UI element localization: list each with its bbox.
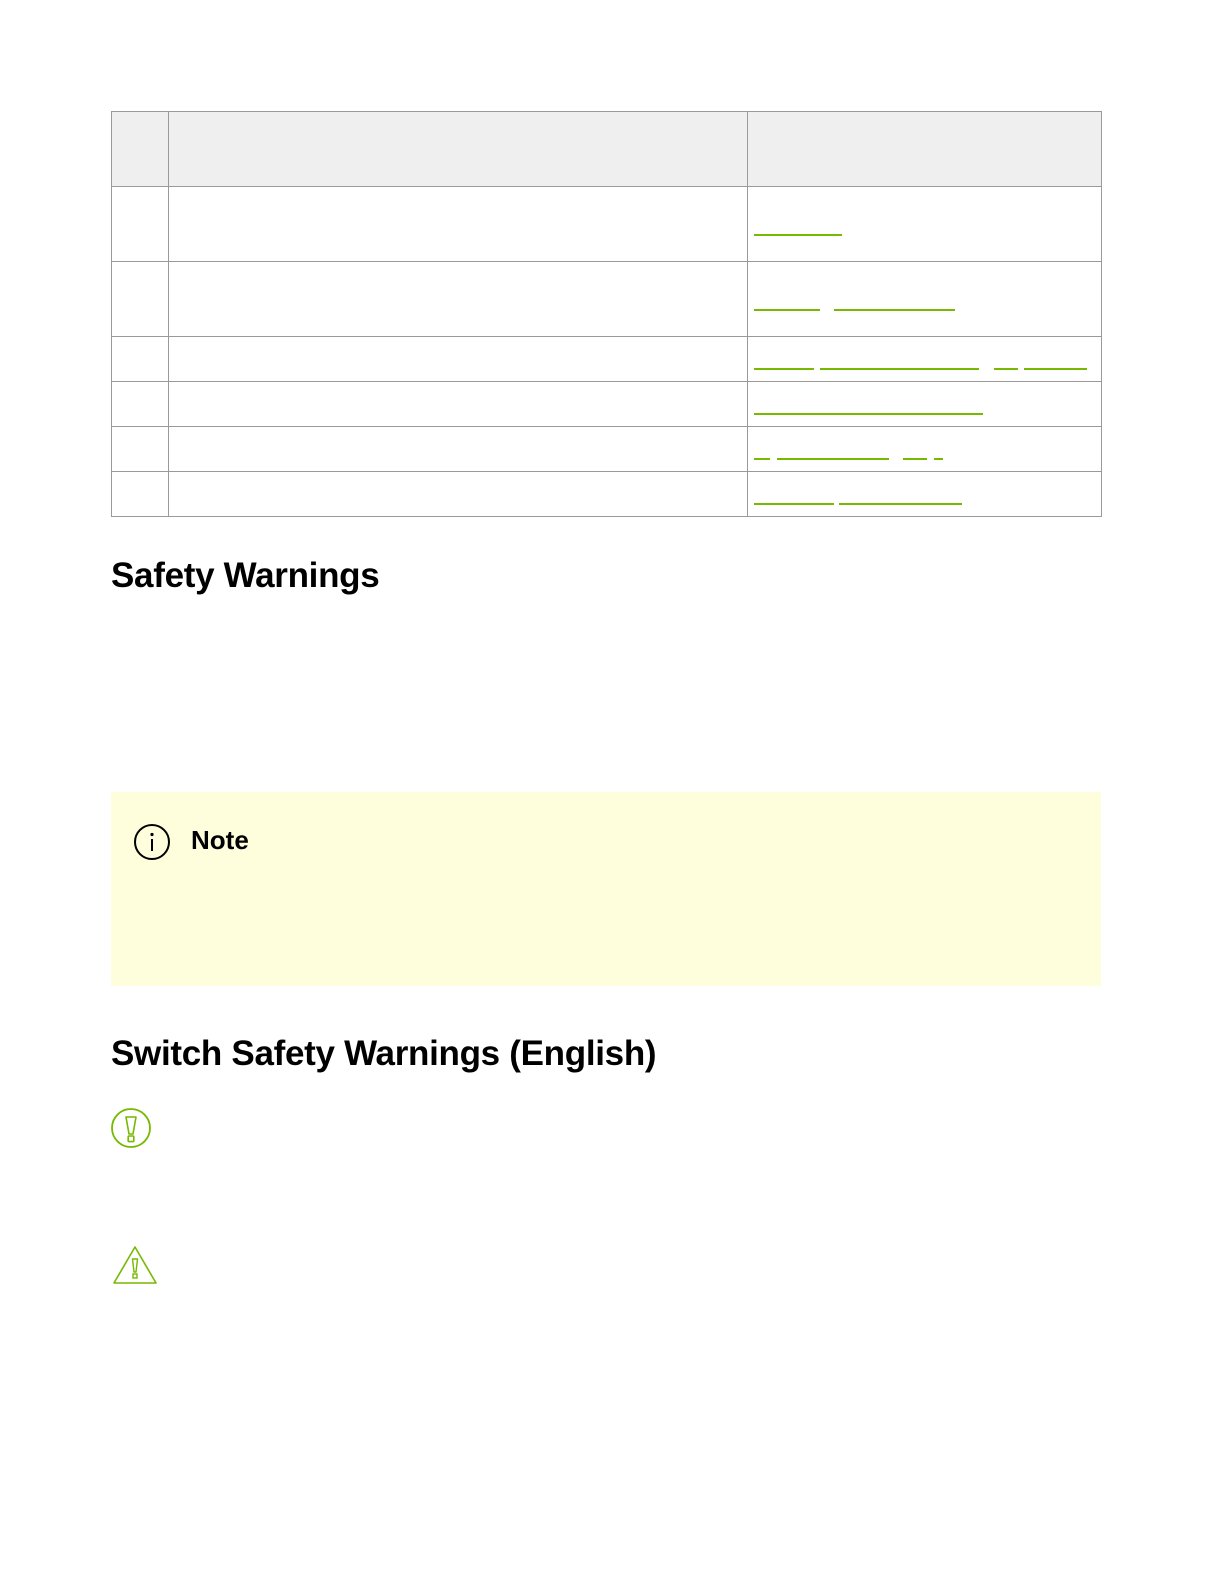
table-row — [112, 262, 1102, 337]
table-link[interactable] — [754, 234, 842, 236]
row-number — [112, 382, 169, 427]
table-row — [112, 382, 1102, 427]
row-links-cell — [748, 472, 1102, 517]
table-link[interactable] — [754, 368, 814, 370]
table-row — [112, 472, 1102, 517]
table-link[interactable] — [777, 458, 889, 460]
table-header-row — [112, 112, 1102, 187]
table-row — [112, 187, 1102, 262]
row-description — [169, 382, 748, 427]
row-links-cell — [748, 382, 1102, 427]
table-link[interactable] — [754, 503, 834, 505]
warning-triangle-icon — [112, 1245, 158, 1285]
row-links-cell — [748, 262, 1102, 337]
note-title: Note — [191, 825, 249, 855]
note-callout — [111, 792, 1101, 986]
row-number — [112, 262, 169, 337]
exclamation-circle-icon — [110, 1107, 152, 1149]
table-header-cell — [748, 112, 1102, 187]
row-number — [112, 187, 169, 262]
row-description — [169, 427, 748, 472]
info-circle-icon — [133, 823, 171, 861]
row-description — [169, 337, 748, 382]
table-row — [112, 427, 1102, 472]
table-row — [112, 337, 1102, 382]
row-number — [112, 427, 169, 472]
row-links-cell — [748, 337, 1102, 382]
row-description — [169, 187, 748, 262]
table-header-cell — [112, 112, 169, 187]
table-link[interactable] — [994, 368, 1018, 370]
row-number — [112, 337, 169, 382]
table-link[interactable] — [903, 458, 927, 460]
row-description — [169, 262, 748, 337]
row-number — [112, 472, 169, 517]
table-link[interactable] — [754, 413, 983, 415]
table-link[interactable] — [754, 309, 820, 311]
table-header-cell — [169, 112, 748, 187]
table-link[interactable] — [839, 503, 962, 505]
row-links-cell — [748, 187, 1102, 262]
table-link[interactable] — [934, 458, 943, 460]
table-link[interactable] — [754, 458, 770, 460]
switch-safety-warnings-heading: Switch Safety Warnings (English) — [111, 1034, 657, 1073]
table-link[interactable] — [820, 368, 979, 370]
reference-table — [111, 111, 1102, 517]
table-link[interactable] — [834, 309, 955, 311]
row-description — [169, 472, 748, 517]
safety-warnings-heading: Safety Warnings — [111, 556, 380, 595]
row-links-cell — [748, 427, 1102, 472]
table-link[interactable] — [1024, 368, 1087, 370]
